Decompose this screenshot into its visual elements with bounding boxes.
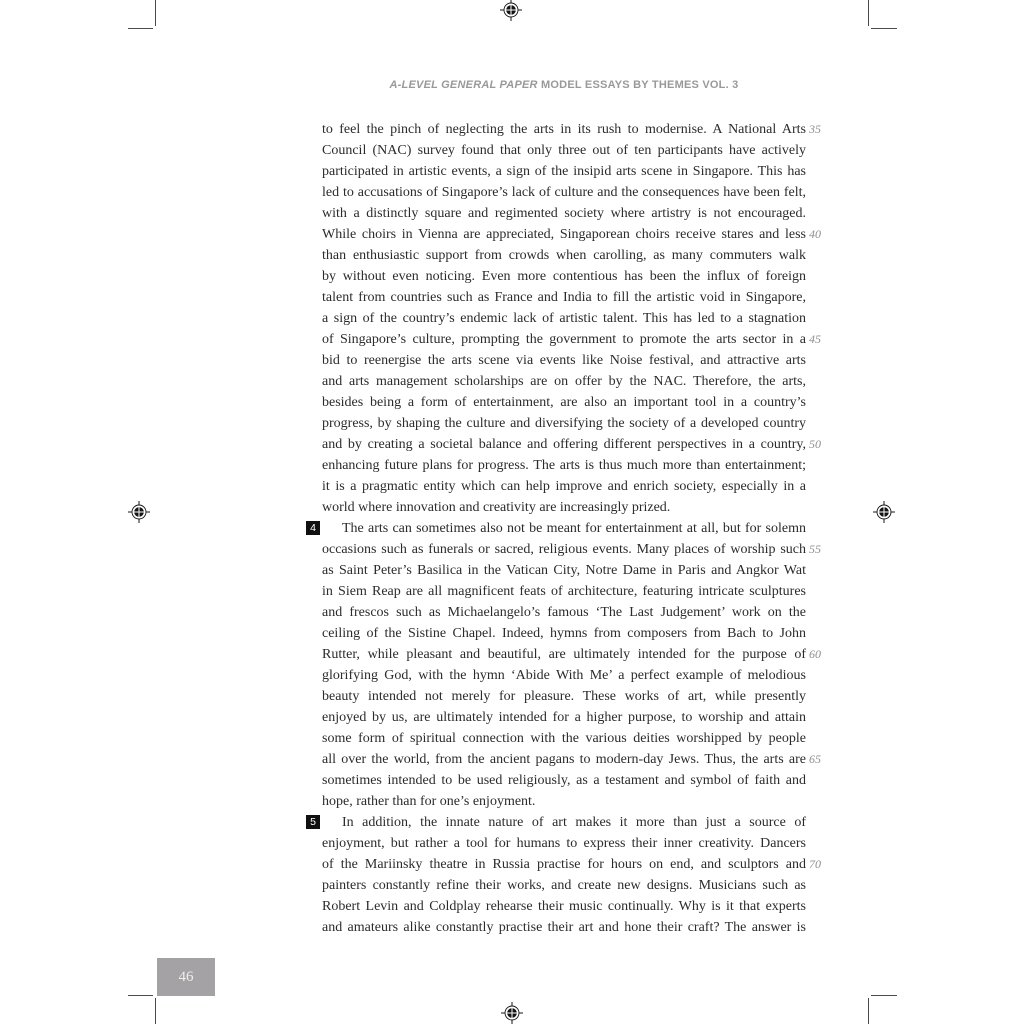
- essay-line: than enthusiastic support from crowds when carolling, as many commuters walk: [322, 248, 806, 263]
- essay-line: with a distinctly square and regimented society where artistry is not encouraged.: [322, 206, 806, 221]
- essay-line: of Singapore’s culture, prompting the government to promote the arts sector in a 45: [322, 329, 806, 350]
- essay-line: painters constantly refine their works, and create new designs. Musicians such as: [322, 878, 806, 893]
- registration-mark-icon: [500, 0, 522, 21]
- registration-mark-icon: [501, 1002, 523, 1024]
- crop-mark-bottom-right-vertical: [868, 998, 869, 1024]
- crop-mark-bottom-left-horizontal: [128, 995, 153, 996]
- essay-line: by without even noticing. Even more contentious has been the influx of foreign: [322, 269, 806, 284]
- essay-line: beauty intended not merely for pleasure. These works of art, while presently: [322, 689, 806, 704]
- essay-line: sometimes intended to be used religiously, as a testament and symbol of faith and: [322, 773, 806, 788]
- essay-line: some form of spiritual connection with the various deities worshipped by people: [322, 731, 806, 746]
- essay-line: participated in artistic events, a sign of the insipid arts scene in Singapore. This has: [322, 164, 806, 179]
- essay-line: a sign of the country’s endemic lack of artistic talent. This has led to a stagnation: [322, 311, 806, 326]
- essay-line: bid to reenergise the arts scene via events like Noise festival, and attractive arts: [322, 353, 806, 368]
- essay-line: enjoyment, but rather a tool for humans to express their inner creativity. Dancers: [322, 836, 806, 851]
- essay-line: besides being a form of entertainment, are also an important tool in a country’s: [322, 395, 806, 410]
- margin-line-number: 70: [809, 857, 821, 871]
- running-head-title: MODEL ESSAYS BY THEMES VOL. 3: [537, 79, 739, 91]
- paragraph-number-badge: 4: [306, 521, 320, 535]
- essay-line: world where innovation and creativity are increasingly prized.: [322, 500, 671, 515]
- registration-mark-icon: [873, 501, 895, 523]
- essay-line: and by creating a societal balance and offering different perspectives in a country, 50: [322, 434, 806, 455]
- essay-line: occasions such as funerals or sacred, religious events. Many places of worship such 55: [322, 539, 806, 560]
- margin-line-number: 40: [809, 227, 821, 241]
- essay-line: all over the world, from the ancient pagans to modern-day Jews. Thus, the arts are 65: [322, 749, 806, 770]
- page-number: 46: [178, 968, 194, 985]
- running-head-series: A-LEVEL GENERAL PAPER: [389, 79, 538, 91]
- essay-line: enhancing future plans for progress. The arts is thus much more than entertainment;: [322, 458, 806, 473]
- essay-line: to feel the pinch of neglecting the arts in its rush to modernise. A National Arts 35: [322, 119, 806, 140]
- essay-line: and amateurs alike constantly practise their art and hone their craft? The answer is: [322, 920, 806, 935]
- essay-text-block: [310, 119, 821, 938]
- essay-line: glorifying God, with the hymn ‘Abide With Me’ a perfect example of melodious: [322, 668, 806, 683]
- paragraph-number-badge: 5: [306, 815, 320, 829]
- crop-mark-top-left-vertical: [155, 0, 156, 26]
- crop-mark-bottom-right-horizontal: [871, 995, 897, 996]
- margin-line-number: 45: [809, 332, 821, 346]
- essay-line: as Saint Peter’s Basilica in the Vatican City, Notre Dame in Paris and Angkor Wat: [322, 563, 806, 578]
- registration-mark-icon: [128, 501, 150, 523]
- essay-line: enjoyed by us, are ultimately intended for a higher purpose, to worship and attain: [322, 710, 806, 725]
- essay-line: In addition, the innate nature of art makes it more than just a source of 5: [322, 812, 806, 833]
- essay-line: Council (NAC) survey found that only three out of ten participants have actively: [322, 143, 806, 158]
- essay-line: The arts can sometimes also not be meant for entertainment at all, but for solemn 4: [322, 518, 806, 539]
- crop-mark-top-right-horizontal: [871, 28, 897, 29]
- margin-line-number: 60: [809, 647, 821, 661]
- essay-line: and arts management scholarships are on offer by the NAC. Therefore, the arts,: [322, 374, 806, 389]
- margin-line-number: 55: [809, 542, 821, 556]
- essay-line: it is a pragmatic entity which can help improve and enrich society, especially in a: [322, 479, 806, 494]
- running-head: [322, 79, 806, 91]
- essay-line: of the Mariinsky theatre in Russia practise for hours on end, and sculptors and 70: [322, 854, 806, 875]
- crop-mark-top-left-horizontal: [128, 28, 153, 29]
- essay-line: While choirs in Vienna are appreciated, Singaporean choirs receive stares and less 40: [322, 224, 806, 245]
- margin-line-number: 35: [809, 122, 821, 136]
- essay-line: in Siem Reap are all magnificent feats of architecture, featuring intricate sculptures: [322, 584, 806, 599]
- crop-mark-bottom-left-vertical: [155, 998, 156, 1024]
- essay-line: Robert Levin and Coldplay rehearse their music continually. Why is it that experts: [322, 899, 806, 914]
- margin-line-number: 65: [809, 752, 821, 766]
- essay-line: led to accusations of Singapore’s lack of culture and the consequences have been felt,: [322, 185, 806, 200]
- essay-line: and frescos such as Michaelangelo’s famous ‘The Last Judgement’ work on the: [322, 605, 806, 620]
- essay-line: Rutter, while pleasant and beautiful, are ultimately intended for the purpose of 60: [322, 644, 806, 665]
- essay-line: progress, by shaping the culture and diversifying the society of a developed country: [322, 416, 806, 431]
- essay-line: talent from countries such as France and India to fill the artistic void in Singapore,: [322, 290, 806, 305]
- page-number-box: [157, 958, 215, 996]
- crop-mark-top-right-vertical: [868, 0, 869, 26]
- essay-line: ceiling of the Sistine Chapel. Indeed, hymns from composers from Bach to John: [322, 626, 806, 641]
- margin-line-number: 50: [809, 437, 821, 451]
- essay-line: hope, rather than for one’s enjoyment.: [322, 794, 536, 809]
